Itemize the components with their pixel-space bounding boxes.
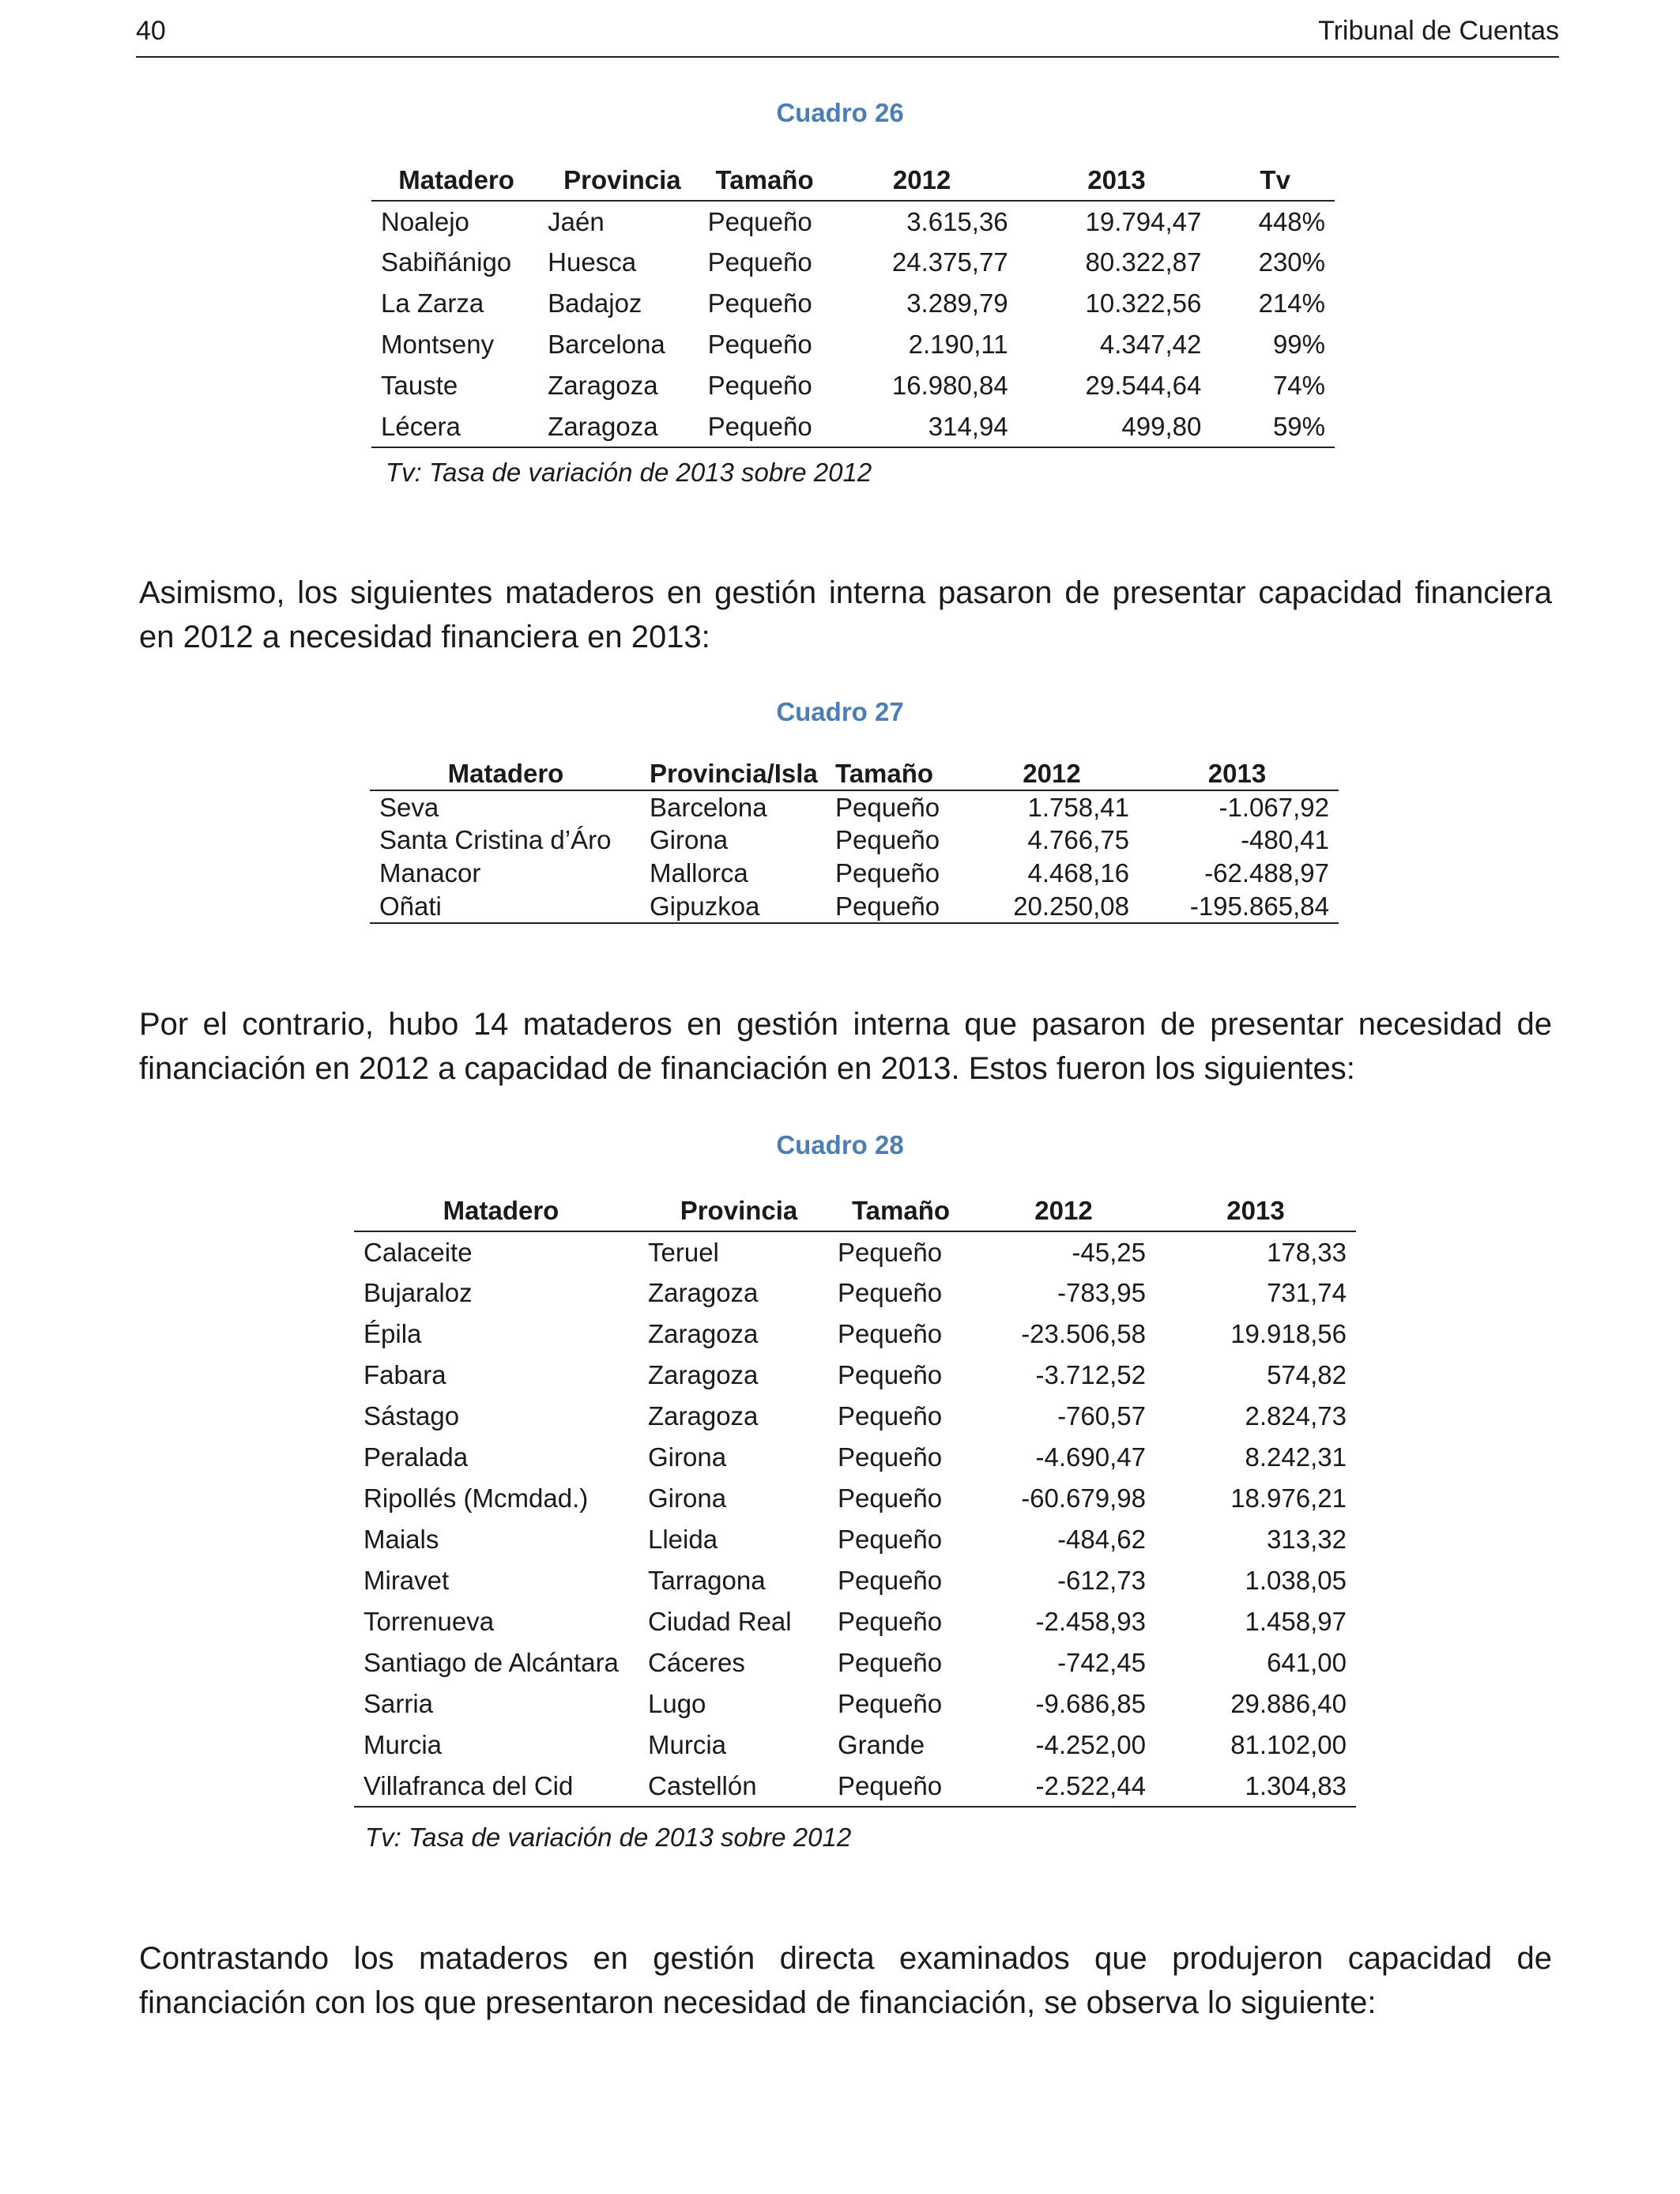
table-cell: Sarria bbox=[363, 1689, 434, 1718]
table-cell: Castellón bbox=[648, 1766, 830, 1807]
col-header-2012: 2012 bbox=[972, 1190, 1155, 1231]
paragraph-1-line-1: Asimismo, los siguientes mataderos en gestión interna pasaron de presentar capacidad financiera bbox=[139, 575, 1552, 610]
table-row bbox=[371, 283, 1335, 324]
table-cell: Pequeño bbox=[707, 247, 812, 277]
table-cell: 3.615,36 bbox=[906, 206, 1008, 236]
paragraph-3-line-2: financiación con los que presentaron necesidad de financiación, se observa lo siguiente: bbox=[139, 1985, 1377, 2020]
table-cell: Girona bbox=[650, 825, 729, 854]
table-cell: 74% bbox=[1272, 371, 1325, 400]
table-cell: 19.794,47 bbox=[1085, 206, 1202, 236]
table-cell: Ciudad Real bbox=[648, 1607, 792, 1636]
table-cell: -45,25 bbox=[1072, 1237, 1146, 1267]
header-rule bbox=[136, 56, 1559, 58]
table-cell: 641,00 bbox=[1267, 1648, 1347, 1677]
table-cell: Teruel bbox=[648, 1237, 719, 1267]
table-cell: Seva bbox=[379, 792, 439, 822]
cuadro-26-note: Tv: Tasa de variación de 2013 sobre 2012 bbox=[386, 458, 872, 487]
table-cell: Pequeño bbox=[838, 1278, 943, 1307]
table-cell: Pequeño bbox=[838, 1360, 943, 1389]
table-cell: Pequeño bbox=[838, 1442, 943, 1472]
table-row bbox=[370, 890, 1339, 923]
table-cell: Santiago de Alcántara bbox=[363, 1648, 619, 1677]
table-cell: Tarragona bbox=[648, 1566, 766, 1595]
table-cell: -23.506,58 bbox=[1021, 1319, 1146, 1348]
table-cell: -760,57 bbox=[1057, 1401, 1146, 1431]
table-cell: 1.038,05 bbox=[1245, 1566, 1347, 1595]
table-cell: La Zarza bbox=[381, 288, 484, 318]
table-row bbox=[371, 406, 1335, 447]
table-cell: Zaragoza bbox=[541, 406, 703, 447]
table-cell: 2.190,11 bbox=[908, 330, 1008, 359]
table-cell: Pequeño bbox=[838, 1566, 943, 1595]
col-header-2013: 2013 bbox=[1155, 1190, 1356, 1231]
table-cell: -2.522,44 bbox=[972, 1766, 1155, 1807]
table-cell: Pequeño bbox=[707, 330, 812, 359]
table-cell: 20.250,08 bbox=[968, 890, 1136, 923]
table-row bbox=[354, 1396, 1356, 1437]
table-cell: 314,94 bbox=[827, 406, 1018, 447]
col-header-tv: Tv bbox=[1215, 160, 1335, 201]
table-cell: 178,33 bbox=[1267, 1237, 1347, 1267]
table-cell: Murcia bbox=[648, 1730, 727, 1759]
table-cell: 2.824,73 bbox=[1245, 1401, 1347, 1431]
table-cell: -2.458,93 bbox=[1035, 1607, 1146, 1636]
table-row bbox=[354, 1231, 1356, 1272]
table-cell: Pequeño bbox=[707, 206, 812, 236]
col-header-tamano: Tamaño bbox=[703, 160, 827, 201]
table-cell: Girona bbox=[648, 1442, 727, 1472]
paragraph-2-line-1: Por el contrario, hubo 14 mataderos en gestión interna que pasaron de presentar necesidad de bbox=[139, 1007, 1552, 1042]
table-cell: 59% bbox=[1215, 406, 1335, 447]
table-row bbox=[354, 1437, 1356, 1478]
table-cell: 19.918,56 bbox=[1230, 1319, 1347, 1348]
table-cell: 8.242,31 bbox=[1245, 1442, 1347, 1472]
col-header-matadero: Matadero bbox=[370, 757, 642, 790]
paragraph-2-line-2: financiación en 2012 a capacidad de financiación en 2013. Estos fueron los siguientes: bbox=[139, 1051, 1355, 1086]
table-cell: Jaén bbox=[548, 206, 605, 236]
col-header-tamano: Tamaño bbox=[834, 757, 968, 790]
col-header-matadero: Matadero bbox=[354, 1190, 648, 1231]
table-cell: 230% bbox=[1258, 247, 1325, 277]
paragraph-3 bbox=[139, 1936, 1552, 2025]
col-header-2012: 2012 bbox=[968, 757, 1136, 790]
table-row bbox=[354, 1355, 1356, 1396]
cuadro-27-table bbox=[370, 757, 1339, 924]
table-cell: Barcelona bbox=[650, 792, 767, 822]
table-cell: 574,82 bbox=[1267, 1360, 1347, 1389]
table-cell: Épila bbox=[363, 1319, 422, 1348]
table-cell: Girona bbox=[648, 1483, 727, 1513]
table-cell: Pequeño bbox=[838, 1483, 943, 1513]
table-cell: Oñati bbox=[370, 890, 642, 923]
table-cell: Montseny bbox=[381, 330, 495, 359]
table-row bbox=[370, 824, 1339, 857]
table-cell: Barcelona bbox=[548, 330, 665, 359]
table-cell: 731,74 bbox=[1267, 1278, 1347, 1307]
table-cell: Peralada bbox=[363, 1442, 469, 1472]
table-row bbox=[371, 242, 1335, 283]
table-cell: Lugo bbox=[648, 1689, 706, 1718]
table-cell: 18.976,21 bbox=[1230, 1483, 1347, 1513]
col-header-provincia: Provincia bbox=[648, 1190, 830, 1231]
table-cell: 81.102,00 bbox=[1230, 1730, 1347, 1759]
table-cell: -195.865,84 bbox=[1136, 890, 1339, 923]
table-cell: Pequeño bbox=[838, 1237, 943, 1267]
col-header-2013: 2013 bbox=[1018, 160, 1216, 201]
page-number: 40 bbox=[136, 16, 166, 46]
table-cell: 1.304,83 bbox=[1155, 1766, 1356, 1807]
table-cell: Fabara bbox=[363, 1360, 446, 1389]
table-cell: 99% bbox=[1272, 330, 1325, 359]
table-cell: Sástago bbox=[363, 1401, 460, 1431]
table-cell: -1.067,92 bbox=[1219, 792, 1329, 822]
col-header-provincia: Provincia bbox=[541, 160, 703, 201]
paragraph-1 bbox=[139, 571, 1552, 659]
table-cell: Lleida bbox=[648, 1525, 718, 1554]
table-cell: Santa Cristina d’Áro bbox=[379, 825, 612, 854]
table-cell: -3.712,52 bbox=[1035, 1360, 1146, 1389]
table-cell: Pequeño bbox=[838, 1525, 943, 1554]
table-cell: Ripollés (Mcmdad.) bbox=[363, 1483, 589, 1513]
col-header-matadero: Matadero bbox=[371, 160, 541, 201]
table-row bbox=[354, 1766, 1356, 1807]
table-row bbox=[371, 365, 1335, 406]
table-row bbox=[354, 1601, 1356, 1642]
col-header-2013: 2013 bbox=[1136, 757, 1339, 790]
table-row bbox=[354, 1642, 1356, 1683]
paragraph-3-line-1: Contrastando los mataderos en gestión directa examinados que produjeron capacidad de bbox=[139, 1941, 1552, 1976]
table-cell: Pequeño bbox=[830, 1766, 972, 1807]
table-row bbox=[354, 1478, 1356, 1519]
table-cell: Pequeño bbox=[707, 288, 812, 318]
table-cell: Villafranca del Cid bbox=[354, 1766, 648, 1807]
table-cell: Pequeño bbox=[834, 890, 968, 923]
table-cell: -4.690,47 bbox=[1035, 1442, 1146, 1472]
table-cell: Maials bbox=[363, 1525, 439, 1554]
table-cell: Pequeño bbox=[838, 1319, 943, 1348]
table-row bbox=[371, 324, 1335, 365]
col-header-2012: 2012 bbox=[827, 160, 1018, 201]
table-cell: Mallorca bbox=[650, 858, 748, 888]
table-row bbox=[354, 1272, 1356, 1314]
paragraph-1-line-2: en 2012 a necesidad financiera en 2013: bbox=[139, 620, 710, 654]
table-cell: 313,32 bbox=[1267, 1525, 1347, 1554]
table-cell: 1.758,41 bbox=[1027, 792, 1129, 822]
table-cell: -60.679,98 bbox=[1021, 1483, 1146, 1513]
table-cell: 24.375,77 bbox=[891, 247, 1008, 277]
table-cell: Lécera bbox=[371, 406, 541, 447]
cuadro-27-caption: Cuadro 27 bbox=[776, 697, 904, 726]
table-cell: 10.322,56 bbox=[1085, 288, 1202, 318]
table-cell: Pequeño bbox=[838, 1648, 943, 1677]
cuadro-26-table bbox=[371, 160, 1335, 448]
table-cell: Pequeño bbox=[707, 371, 812, 400]
table-cell: Miravet bbox=[363, 1566, 450, 1595]
table-cell: 29.544,64 bbox=[1085, 371, 1202, 400]
table-cell: -783,95 bbox=[1057, 1278, 1146, 1307]
table-row bbox=[370, 857, 1339, 890]
table-cell: Zaragoza bbox=[648, 1401, 759, 1431]
table-cell: Tauste bbox=[381, 371, 458, 400]
table-cell: -4.252,00 bbox=[1035, 1730, 1146, 1759]
table-row bbox=[371, 201, 1335, 242]
table-cell: Zaragoza bbox=[648, 1278, 759, 1307]
table-cell: Pequeño bbox=[838, 1689, 943, 1718]
table-row bbox=[354, 1683, 1356, 1725]
table-cell: Torrenueva bbox=[363, 1607, 495, 1636]
table-cell: 80.322,87 bbox=[1085, 247, 1202, 277]
cuadro-28-table bbox=[354, 1190, 1356, 1808]
table-cell: Pequeño bbox=[703, 406, 827, 447]
table-cell: 4.766,75 bbox=[1027, 825, 1129, 854]
table-cell: Grande bbox=[838, 1730, 925, 1759]
table-cell: 3.289,79 bbox=[906, 288, 1008, 318]
table-cell: 29.886,40 bbox=[1230, 1689, 1347, 1718]
cuadro-28-caption: Cuadro 28 bbox=[776, 1130, 904, 1159]
table-cell: -9.686,85 bbox=[1035, 1689, 1146, 1718]
table-cell: Gipuzkoa bbox=[642, 890, 834, 923]
table-cell: Badajoz bbox=[548, 288, 642, 318]
table-cell: 1.458,97 bbox=[1245, 1607, 1347, 1636]
table-row bbox=[354, 1560, 1356, 1601]
table-cell: Pequeño bbox=[835, 792, 940, 822]
col-header-provincia-isla: Provincia/Isla bbox=[642, 757, 834, 790]
table-cell: Sabiñánigo bbox=[381, 247, 512, 277]
table-cell: 214% bbox=[1258, 288, 1325, 318]
table-cell: Pequeño bbox=[838, 1607, 943, 1636]
table-cell: -62.488,97 bbox=[1204, 858, 1329, 888]
table-cell: Manacor bbox=[379, 858, 481, 888]
cuadro-26-caption: Cuadro 26 bbox=[776, 98, 904, 127]
table-cell: 499,80 bbox=[1018, 406, 1216, 447]
table-cell: Cáceres bbox=[648, 1648, 745, 1677]
table-cell: Bujaraloz bbox=[363, 1278, 473, 1307]
table-cell: 4.468,16 bbox=[1027, 858, 1129, 888]
table-row bbox=[354, 1725, 1356, 1766]
table-cell: -484,62 bbox=[1057, 1525, 1146, 1554]
table-cell: Zaragoza bbox=[648, 1319, 759, 1348]
running-title: Tribunal de Cuentas bbox=[1318, 16, 1559, 46]
col-header-tamano: Tamaño bbox=[830, 1190, 972, 1231]
table-cell: Noalejo bbox=[381, 206, 469, 236]
table-row bbox=[370, 790, 1339, 824]
table-cell: Zaragoza bbox=[548, 371, 658, 400]
table-cell: Huesca bbox=[548, 247, 637, 277]
table-cell: Calaceite bbox=[363, 1237, 473, 1267]
table-cell: Pequeño bbox=[838, 1401, 943, 1431]
table-cell: 4.347,42 bbox=[1099, 330, 1202, 359]
table-row bbox=[354, 1314, 1356, 1355]
table-cell: 448% bbox=[1258, 206, 1325, 236]
table-cell: -612,73 bbox=[1057, 1566, 1146, 1595]
table-row bbox=[354, 1519, 1356, 1560]
paragraph-2 bbox=[139, 1002, 1552, 1091]
table-cell: -742,45 bbox=[1057, 1648, 1146, 1677]
table-cell: -480,41 bbox=[1241, 825, 1329, 854]
table-cell: Zaragoza bbox=[648, 1360, 759, 1389]
table-cell: Pequeño bbox=[835, 858, 940, 888]
table-cell: 16.980,84 bbox=[891, 371, 1008, 400]
table-cell: Murcia bbox=[363, 1730, 443, 1759]
cuadro-28-note: Tv: Tasa de variación de 2013 sobre 2012 bbox=[365, 1823, 852, 1852]
table-cell: Pequeño bbox=[835, 825, 940, 854]
